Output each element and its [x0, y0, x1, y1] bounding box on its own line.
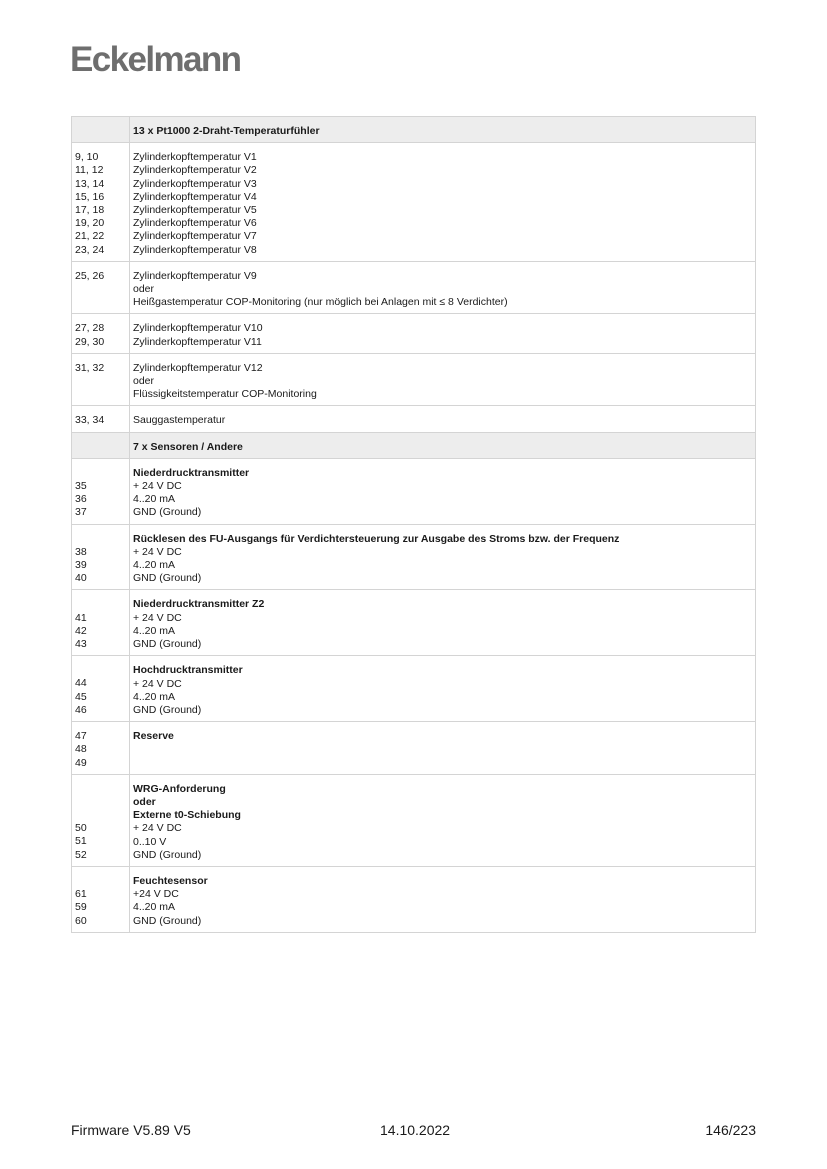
description-line: + 24 V DC — [133, 677, 182, 690]
terminal-number — [75, 875, 126, 888]
terminal-numbers-cell — [72, 722, 130, 775]
terminal-number: 9, 10 — [75, 151, 99, 164]
description-line: Zylinderkopftemperatur V9 — [133, 269, 257, 282]
terminal-number — [75, 533, 126, 546]
description-line: Zylinderkopftemperatur V8 — [133, 243, 257, 256]
table-row — [72, 458, 756, 524]
description-line: Zylinderkopftemperatur V6 — [133, 217, 257, 230]
table-row — [72, 590, 756, 656]
terminal-number — [75, 783, 126, 796]
terminal-number: 43 — [75, 638, 87, 651]
terminal-number: 52 — [75, 848, 87, 861]
terminal-numbers-cell — [72, 866, 130, 932]
description-heading: Niederdrucktransmitter — [133, 466, 250, 479]
terminal-number: 36 — [75, 493, 87, 506]
description-line: 4..20 mA — [133, 690, 176, 703]
description-line: GND (Ground) — [133, 914, 202, 927]
terminal-number: 50 — [75, 822, 87, 835]
description-heading: Rücklesen des FU-Ausgangs für Verdichtersteuerung zur Ausgabe des Stroms bzw. der Frequenz — [133, 532, 620, 545]
table-row — [72, 774, 756, 866]
terminal-numbers-cell — [72, 524, 130, 590]
description-line: Zylinderkopftemperatur V11 — [133, 335, 262, 348]
table-row — [72, 406, 756, 432]
description-line: + 24 V DC — [133, 480, 182, 493]
section-title: 13 x Pt1000 2-Draht-Temperaturfühler — [130, 117, 756, 143]
terminal-numbers-cell — [72, 656, 130, 722]
description-line: + 24 V DC — [133, 545, 182, 558]
terminal-number: 51 — [75, 835, 87, 848]
description-line: + 24 V DC — [133, 822, 182, 835]
terminal-number — [75, 664, 126, 677]
description-cell — [130, 722, 756, 775]
description-line: GND (Ground) — [133, 703, 202, 716]
description-line: 4..20 mA — [133, 901, 176, 914]
section-header-row — [72, 117, 756, 143]
description-line: GND (Ground) — [133, 638, 202, 651]
description-heading: WRG-Anforderung — [133, 782, 226, 795]
terminal-number: 25, 26 — [75, 269, 105, 282]
description-cell — [130, 656, 756, 722]
description-cell — [130, 314, 756, 353]
description-cell — [130, 353, 756, 406]
terminal-number: 48 — [75, 743, 87, 756]
description-heading: Reserve — [133, 730, 174, 743]
terminal-numbers-cell — [72, 143, 130, 262]
description-line: 4..20 mA — [133, 624, 176, 637]
terminal-numbers-cell — [72, 774, 130, 866]
description-heading: Feuchtesensor — [133, 874, 208, 887]
terminal-number: 47 — [75, 730, 87, 743]
terminal-number: 13, 14 — [75, 177, 105, 190]
description-line: GND (Ground) — [133, 506, 202, 519]
description-heading: Niederdrucktransmitter Z2 — [133, 598, 265, 611]
terminal-number — [75, 796, 126, 809]
table-row — [72, 143, 756, 262]
description-cell — [130, 866, 756, 932]
description-cell — [130, 590, 756, 656]
terminal-number: 35 — [75, 480, 87, 493]
table-body — [72, 117, 756, 933]
table-row — [72, 866, 756, 932]
description-line: oder — [133, 283, 155, 296]
terminal-numbers-cell — [72, 261, 130, 314]
description-line: oder — [133, 375, 155, 388]
footer-firmware-version: Firmware V5.89 V5 — [71, 1122, 191, 1138]
terminal-number: 44 — [75, 677, 87, 690]
description-line: Zylinderkopftemperatur V2 — [133, 164, 257, 177]
table-row — [72, 524, 756, 590]
description-line: Zylinderkopftemperatur V3 — [133, 177, 257, 190]
terminal-numbers-cell — [72, 314, 130, 353]
terminal-number: 19, 20 — [75, 217, 105, 230]
terminal-number: 17, 18 — [75, 204, 105, 217]
footer-date: 14.10.2022 — [380, 1122, 451, 1138]
description-heading: Externe t0-Schiebung — [133, 809, 241, 822]
footer-page-number: 146/223 — [705, 1122, 756, 1138]
section-header-empty-cell — [72, 117, 130, 143]
terminal-number: 33, 34 — [75, 414, 105, 427]
description-line: Heißgastemperatur COP-Monitoring (nur möglich bei Anlagen mit ≤ 8 Verdichter) — [133, 296, 508, 309]
description-line: +24 V DC — [133, 888, 179, 901]
terminal-number: 11, 12 — [75, 164, 104, 177]
description-heading: oder — [133, 795, 156, 808]
description-line: GND (Ground) — [133, 572, 202, 585]
section-title: 7 x Sensoren / Andere — [130, 432, 756, 458]
terminal-number: 21, 22 — [75, 230, 105, 243]
terminal-number — [75, 809, 126, 822]
description-line: Zylinderkopftemperatur V1 — [133, 151, 257, 164]
description-line: 0..10 V — [133, 835, 167, 848]
terminal-number: 38 — [75, 545, 87, 558]
description-line: 4..20 mA — [133, 559, 176, 572]
description-line: Zylinderkopftemperatur V12 — [133, 361, 263, 374]
description-line: + 24 V DC — [133, 611, 182, 624]
description-cell — [130, 406, 756, 432]
table-row — [72, 314, 756, 353]
terminal-number: 41 — [75, 611, 87, 624]
terminal-numbers-cell — [72, 406, 130, 432]
section-header-empty-cell — [72, 432, 130, 458]
table-row — [72, 261, 756, 314]
terminal-number: 46 — [75, 703, 87, 716]
description-line: 4..20 mA — [133, 493, 176, 506]
description-cell — [130, 774, 756, 866]
terminal-number: 45 — [75, 690, 87, 703]
description-heading: Hochdrucktransmitter — [133, 664, 243, 677]
description-line: GND (Ground) — [133, 848, 202, 861]
description-line: Zylinderkopftemperatur V7 — [133, 230, 257, 243]
description-line: Zylinderkopftemperatur V5 — [133, 204, 257, 217]
description-cell — [130, 524, 756, 590]
terminal-assignment-table — [71, 116, 756, 933]
table-row — [72, 656, 756, 722]
terminal-number: 27, 28 — [75, 322, 105, 335]
terminal-number: 15, 16 — [75, 190, 105, 203]
terminal-number: 39 — [75, 559, 87, 572]
description-line: Zylinderkopftemperatur V10 — [133, 322, 263, 335]
description-line: Zylinderkopftemperatur V4 — [133, 190, 257, 203]
terminal-number: 61 — [75, 888, 87, 901]
table-row — [72, 722, 756, 775]
terminal-number: 23, 24 — [75, 243, 105, 256]
table-row — [72, 353, 756, 406]
terminal-number — [75, 467, 126, 480]
terminal-numbers-cell — [72, 353, 130, 406]
description-cell — [130, 143, 756, 262]
terminal-number: 37 — [75, 506, 87, 519]
description-cell — [130, 458, 756, 524]
terminal-numbers-cell — [72, 458, 130, 524]
terminal-number — [75, 598, 126, 611]
terminal-numbers-cell — [72, 590, 130, 656]
terminal-number: 59 — [75, 901, 87, 914]
terminal-number: 40 — [75, 572, 87, 585]
description-line: Flüssigkeitstemperatur COP-Monitoring — [133, 388, 317, 401]
section-header-row — [72, 432, 756, 458]
description-line: Sauggastemperatur — [133, 414, 226, 427]
eckelmann-logo: Eckelmann — [70, 40, 241, 79]
description-cell — [130, 261, 756, 314]
terminal-number: 42 — [75, 624, 87, 637]
terminal-number: 60 — [75, 914, 87, 927]
terminal-number: 49 — [75, 756, 87, 769]
terminal-number: 31, 32 — [75, 361, 105, 374]
terminal-number: 29, 30 — [75, 335, 105, 348]
